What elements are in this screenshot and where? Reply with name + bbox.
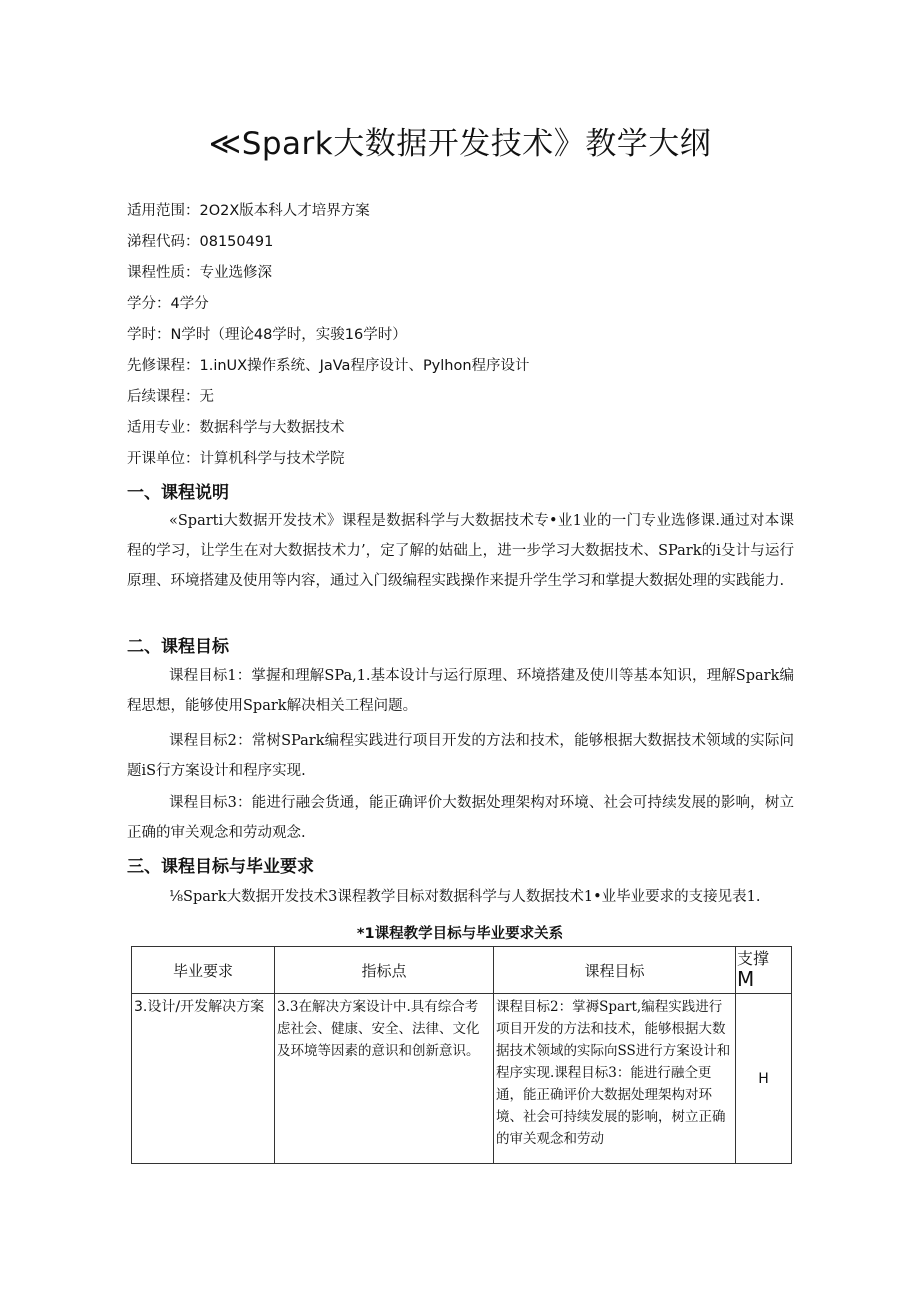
meta-scope: 适用范围：2O2X版本科人才培界方案: [127, 203, 370, 219]
meta-major: 适用专业：数据科学与大数据技术: [127, 420, 345, 436]
requirements-table: [131, 946, 792, 1164]
table-row: [132, 994, 792, 1164]
course-goal-1: 课程目标1：掌握和理解SPa,1.基本设计与运行原理、环境搭建及使川等基本知识，理解Spark编程思想，能够使用Spark解决相关工程问题。: [127, 668, 794, 714]
cell-indicator: 3.3在解决方案设计中.具有综合考虑社会、健康、安全、法律、文化及环境等因素的意识和创新意识。: [275, 994, 494, 1164]
cell-requirement: 3.设计/开发解决方案: [132, 994, 275, 1164]
course-goal-2: 课程目标2：常树SPark编程实践进行项目开发的方法和技术，能够根据大数据技术领域的实际问题iS行方案设计和程序实现.: [127, 733, 794, 779]
table-caption: *1课程教学目标与毕业要求关系: [356, 926, 564, 942]
section-heading-description: 一、课程说明: [127, 483, 229, 503]
course-description: «Sparti大数据开发技术》课程是数据科学与大数据技术专•业1业的一门专业选修课.通过对本课程的学习，让学生在对大数据技术力’，定了解的姑础上，进一步学习大数据技术、SPark的i殳计与运行原理、环境搭建及使用等内容，通过入门级编程实践操作来提升学生学习和掌提大数据处理的实践能力.: [127, 513, 794, 589]
meta-credits: 学分：4学分: [127, 296, 209, 312]
cell-goal: 课程目标2：掌褥Spart,编程实践进行项目开发的方法和技术，能够根据大数据技术领域的实际向SS进行方案设计和程序实现.课程目标3：能进行融仝更通，能正确评价大数据处理架构对环境、社会可持续发展的影响，树立正确的审关观念和劳动: [494, 994, 736, 1164]
header-indicator: 指标点: [275, 947, 494, 994]
table-header-row: [132, 947, 792, 994]
course-meta: [127, 196, 530, 475]
meta-followups: 后续课程：无: [127, 389, 214, 405]
document-title: ≪Spark大数据开发技术》教学大纲: [208, 126, 712, 162]
cell-support-level: H: [736, 994, 792, 1164]
meta-unit: 开课单位：计算机科学与技术学院: [127, 451, 345, 467]
section-heading-requirements: 三、课程目标与毕业要求: [127, 857, 314, 877]
section-heading-goals: 二、课程目标: [127, 637, 229, 657]
header-requirement: 毕业要求: [132, 947, 275, 994]
header-goal: 课程目标: [494, 947, 736, 994]
header-support: 支撑 M: [736, 947, 792, 994]
meta-hours: 学时：N学时（理论48学时，实骏16学时）: [127, 327, 407, 343]
meta-code: 涕程代码：08150491: [127, 234, 274, 250]
meta-prerequisites: 先修课程：1.inUX操作系统、JaVa程序设计、Pylhon程序设计: [127, 358, 530, 374]
course-goal-3: 课程目标3：能进行融会货通，能正确评价大数据处理架构对环境、社会可持续发展的影响，树立正确的审关观念和劳动观念.: [127, 795, 794, 841]
meta-nature: 课程性质：专业选修深: [127, 265, 272, 281]
requirements-intro: ⅛Spark大数据开发技术3课程教学目标对数据科学与人数据技术1•业毕业要求的支接见表1.: [169, 889, 761, 905]
